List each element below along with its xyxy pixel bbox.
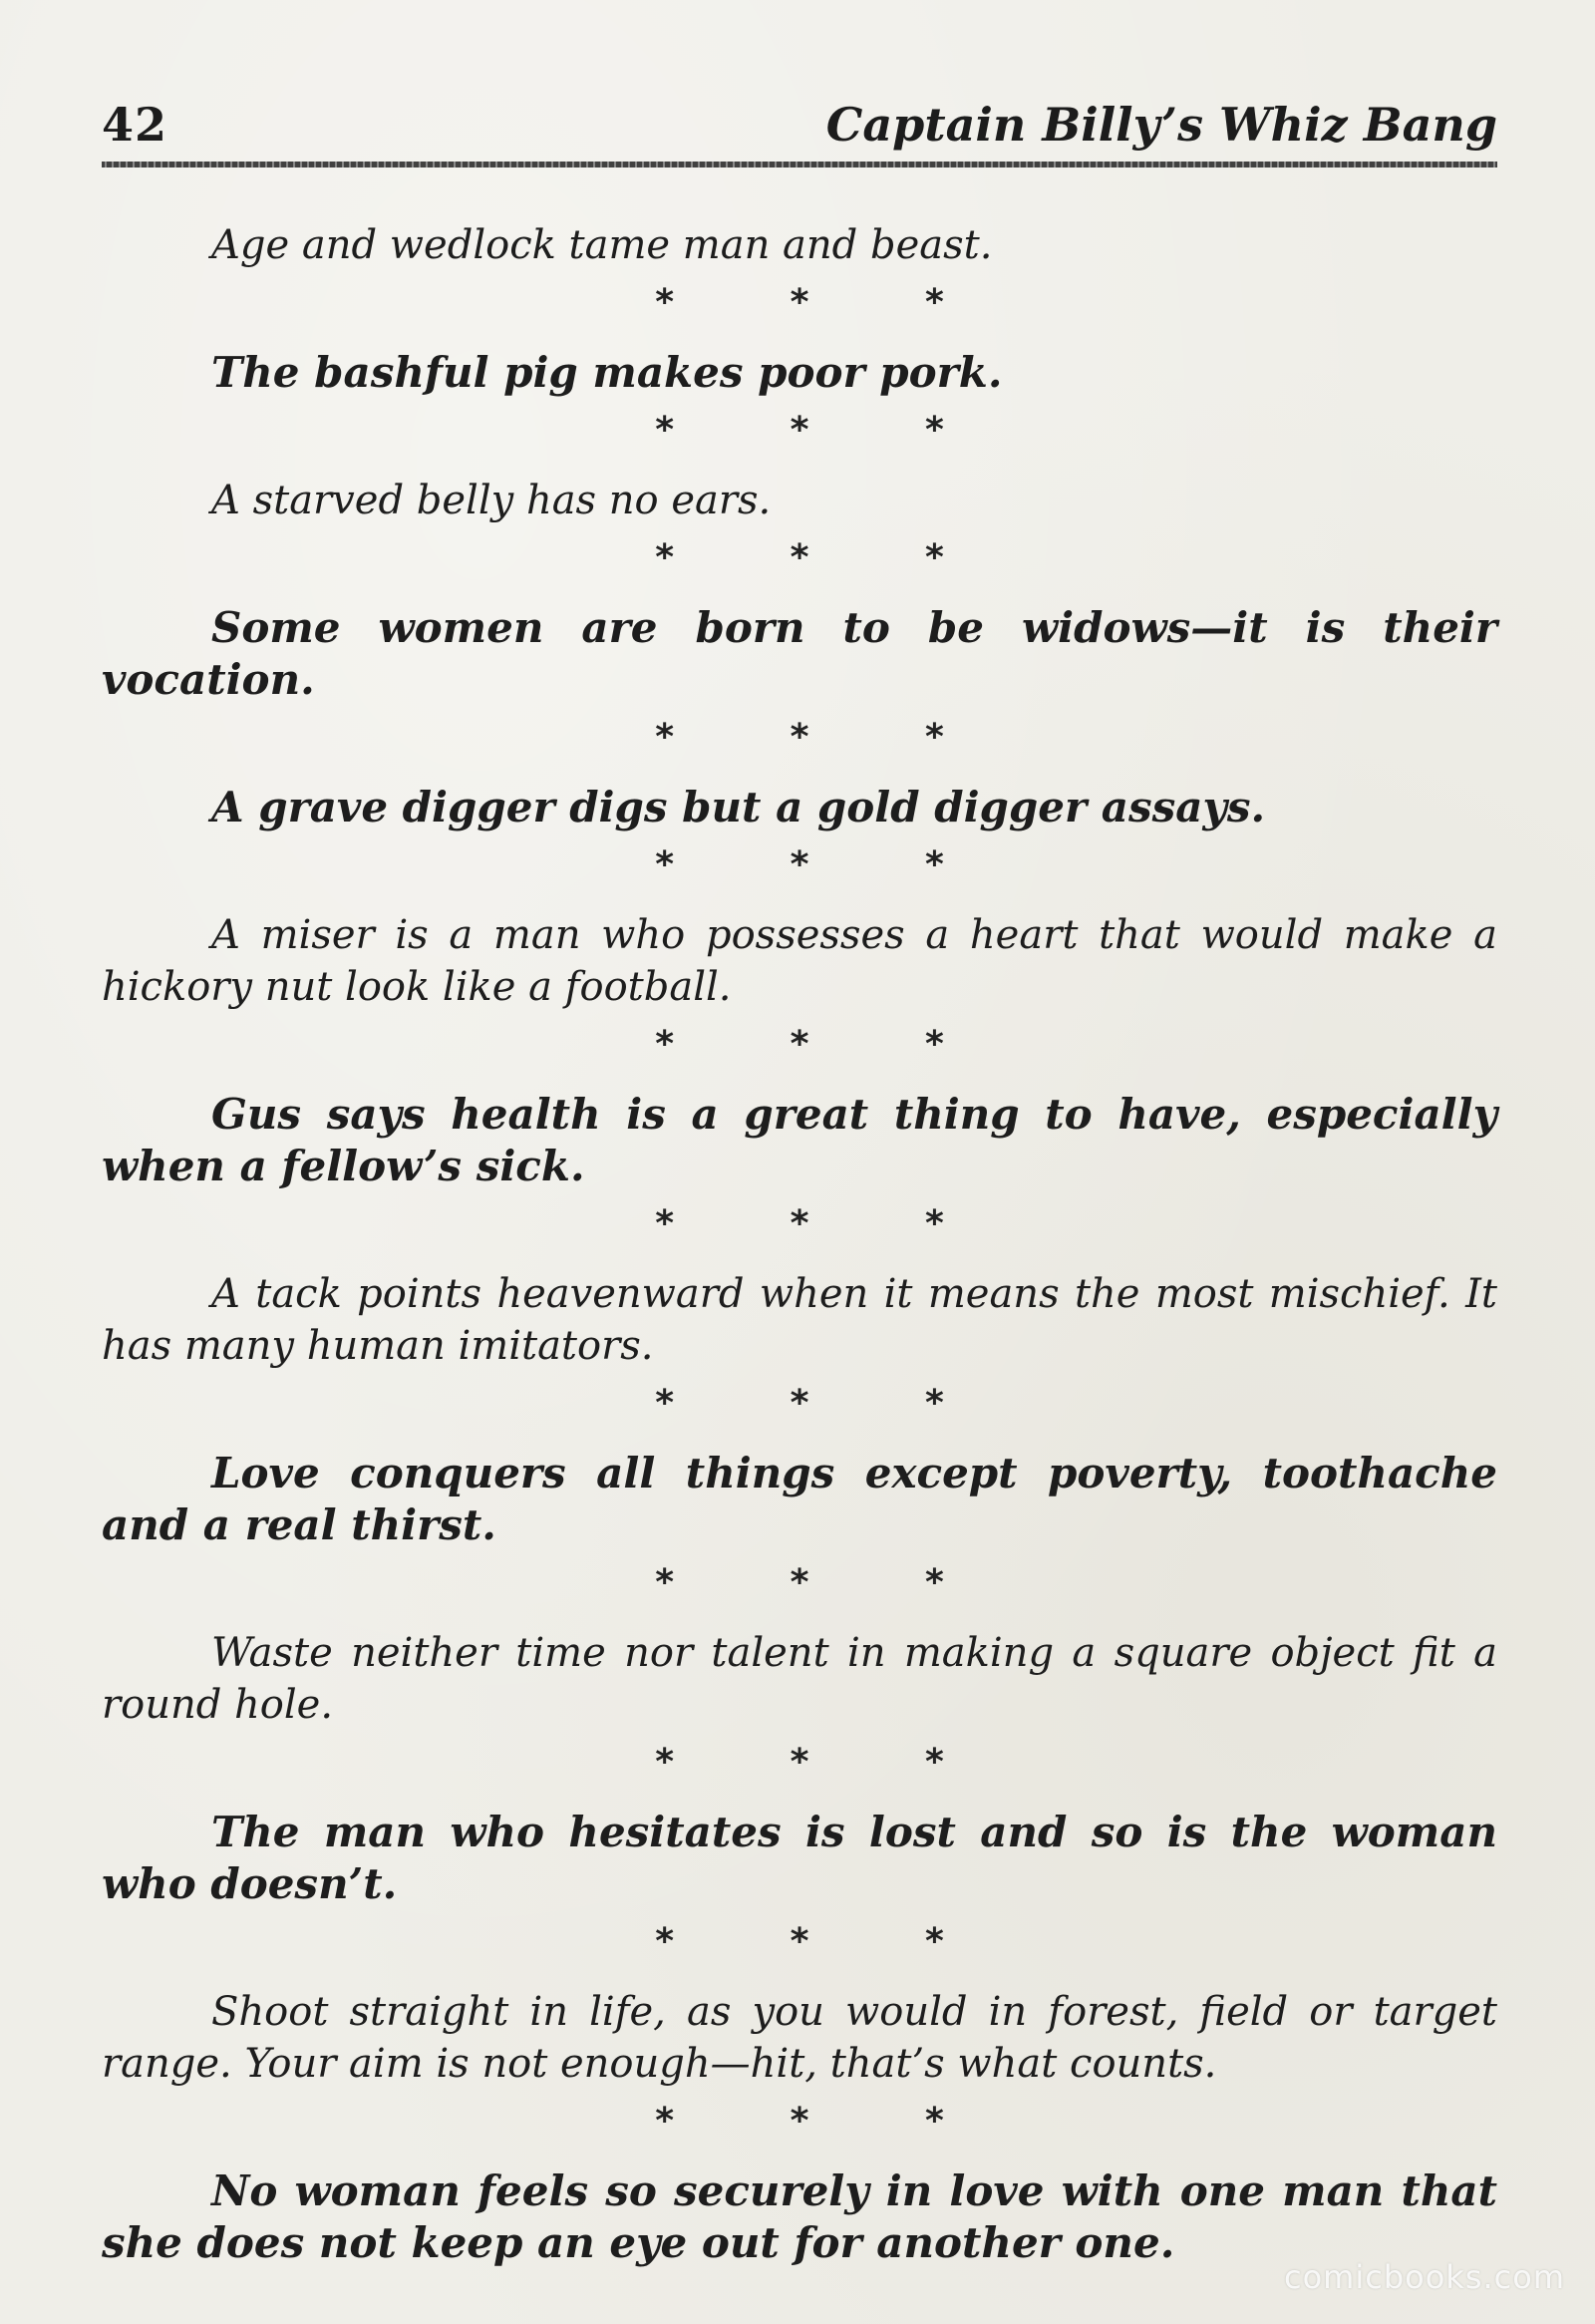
joke-text: Waste neither time nor talent in making a square object fit a round hole. [102,1630,1497,1728]
joke-text: Gus says health is a great thing to have, especially when a fellow’s sick. [102,1090,1497,1190]
header-rule [102,162,1497,167]
page-number: 42 [102,98,168,152]
joke-item [102,219,1497,327]
jokes-list [102,219,1497,2269]
joke-item [102,782,1497,889]
running-title: Captain Billy’s Whiz Bang [825,98,1497,152]
joke-text: A tack points heavenward when it means the most mischief. It has many human imitators. [102,1271,1497,1369]
asterism-separator: * * * [655,1203,996,1244]
asterism-separator: * * * [655,1024,996,1065]
joke-text: A starved belly has no ears. [211,478,772,523]
joke-item [102,1448,1497,1607]
asterism-separator: * * * [655,410,996,451]
joke-item [102,1986,1497,2146]
asterism-separator: * * * [655,2101,996,2142]
asterism-separator: * * * [655,1921,996,1962]
joke-item [102,475,1497,582]
joke-item [102,1089,1497,1248]
jokes-column [102,219,1497,2269]
joke-item [102,1627,1497,1787]
page-header [102,96,1497,154]
asterism-separator: * * * [655,1383,996,1424]
asterism-separator: * * * [655,537,996,578]
joke-text: Age and wedlock tame man and beast. [211,222,993,268]
joke-text: A grave digger digs but a gold digger assays. [211,783,1266,831]
joke-item [102,602,1497,762]
joke-item [102,1268,1497,1428]
joke-item [102,1807,1497,1966]
joke-text: A miser is a man who possesses a heart that would make a hickory nut look like a football. [102,912,1497,1010]
joke-item [102,2165,1497,2269]
joke-text: The bashful pig makes poor pork. [211,348,1003,397]
joke-item [102,347,1497,455]
joke-text: Some women are born to be widows—it is their vocation. [102,603,1497,704]
joke-text: Love conquers all things except poverty, toothache and a real thirst. [102,1449,1497,1549]
asterism-separator: * * * [655,1562,996,1603]
asterism-separator: * * * [655,1742,996,1783]
joke-text: The man who hesitates is lost and so is the woman who doesn’t. [102,1808,1497,1908]
asterism-separator: * * * [655,844,996,885]
joke-text: No woman feels so securely in love with one man that she does not keep an eye out for another one. [102,2166,1497,2267]
asterism-separator: * * * [655,717,996,758]
joke-text: Shoot straight in life, as you would in forest, field or target range. Your aim is not enough—hit, that’s what counts. [102,1989,1497,2087]
watermark: comicbooks.com [1283,2258,1565,2296]
asterism-separator: * * * [655,282,996,323]
joke-item [102,909,1497,1069]
